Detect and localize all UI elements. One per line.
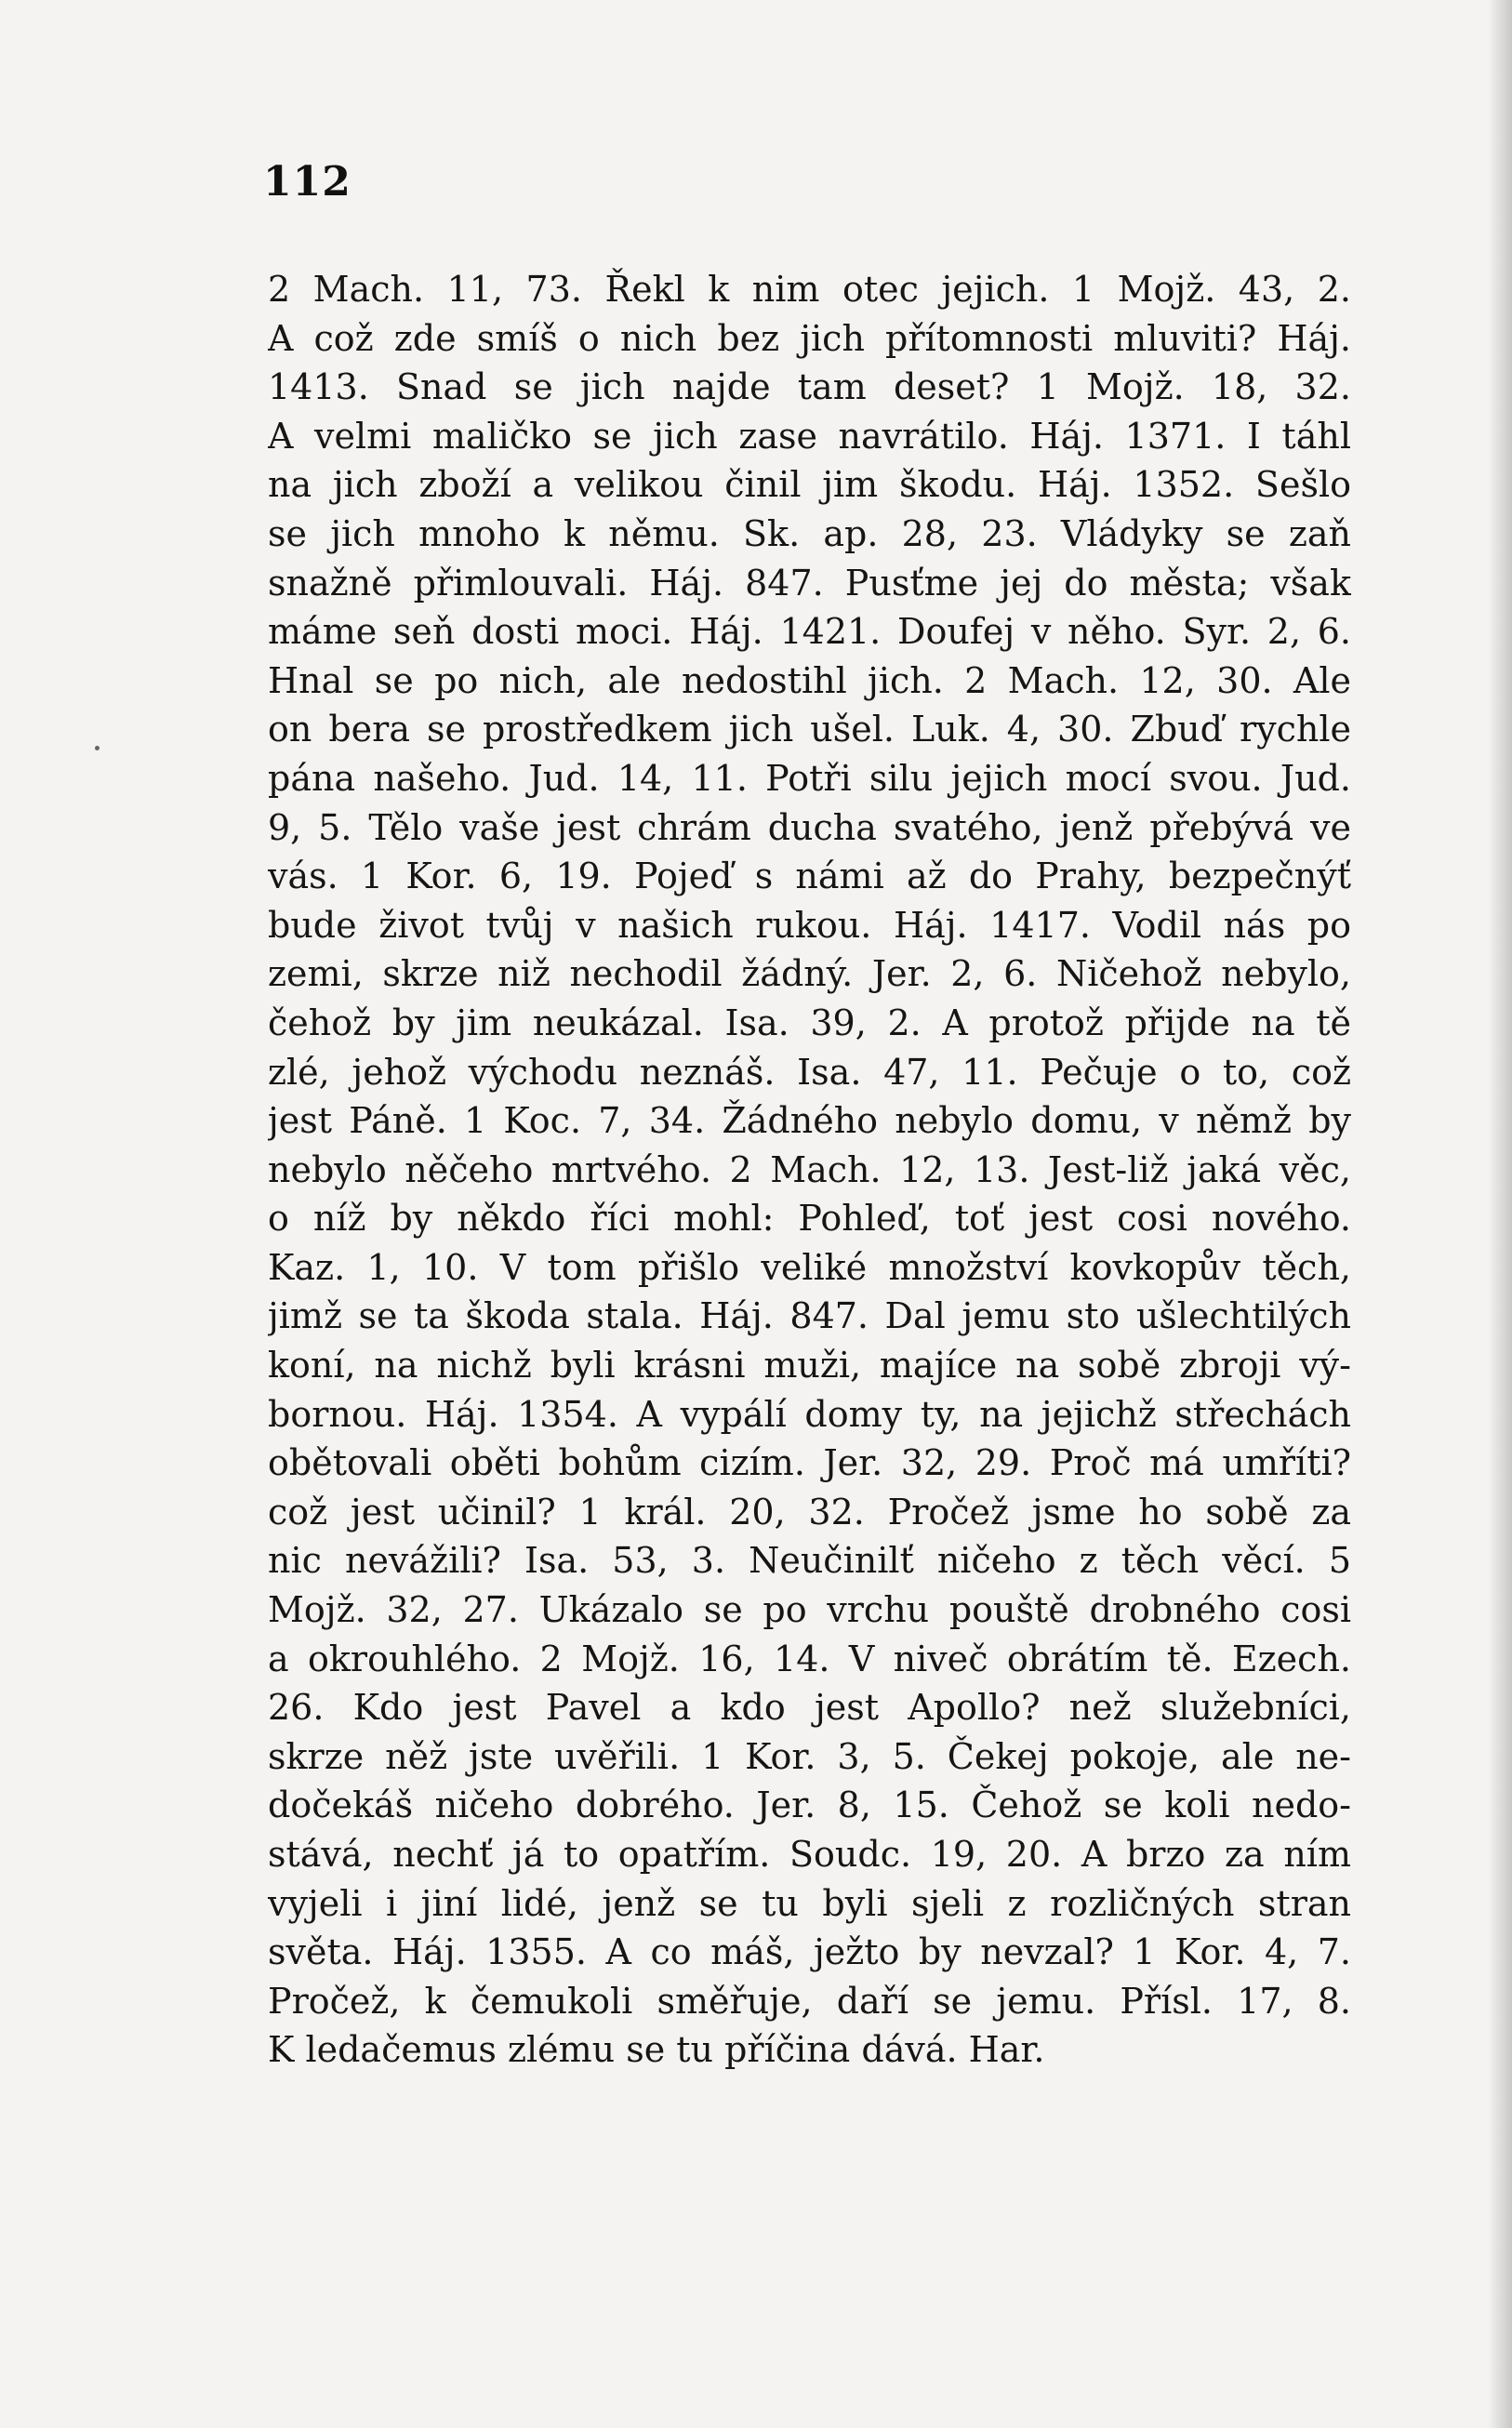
page-edge-shadow xyxy=(1488,0,1512,2428)
text-line: stává, nechť já to opatřím. Soudc. 19, 20. A brzo za ním xyxy=(268,1834,1351,1875)
text-line: a okrouhlého. 2 Mojž. 16, 14. V niveč obrátím tě. Ezech. xyxy=(268,1638,1351,1679)
text-line: bornou. Háj. 1354. A vypálí domy ty, na jejichž střechách xyxy=(268,1393,1351,1435)
body-text xyxy=(268,265,1351,2075)
text-line: zlé, jehož východu neznáš. Isa. 47, 11. Pečuje o to, což xyxy=(268,1051,1351,1093)
text-line: což jest učinil? 1 král. 20, 32. Pročež jsme ho sobě za xyxy=(268,1491,1351,1532)
text-line: pána našeho. Jud. 14, 11. Potři silu jejich mocí svou. Jud. xyxy=(268,757,1351,799)
text-line: 9, 5. Tělo vaše jest chrám ducha svatého, jenž přebývá ve xyxy=(268,806,1351,848)
text-line: o níž by někdo říci mohl: Pohleď, toť jest cosi nového. xyxy=(268,1198,1351,1240)
text-line: obětovali oběti bohům cizím. Jer. 32, 29. Proč má umříti? xyxy=(268,1442,1351,1484)
text-line: 1413. Snad se jich najde tam deset? 1 Mojž. 18, 32. xyxy=(268,366,1351,408)
text-line: Kaz. 1, 10. V tom přišlo veliké množství kovkopův těch, xyxy=(268,1246,1351,1288)
text-line: K ledačemus zlému se tu příčina dává. Har. xyxy=(268,2029,1045,2071)
page-number: 112 xyxy=(263,158,351,206)
text-line: Pročež, k čemukoli směřuje, daří se jemu. Přísl. 17, 8. xyxy=(268,1980,1351,2022)
text-line: vyjeli i jiní lidé, jenž se tu byli sjeli z rozličných stran xyxy=(268,1882,1351,1924)
text-line: čehož by jim neukázal. Isa. 39, 2. A protož přijde na tě xyxy=(268,1002,1351,1043)
text-line: koní, na nichž byli krásni muži, majíce na sobě zbroji vý- xyxy=(268,1345,1351,1386)
text-line: nic nevážili? Isa. 53, 3. Neučinilť ničeho z těch věcí. 5 xyxy=(268,1540,1351,1582)
text-line: se jich mnoho k němu. Sk. ap. 28, 23. Vládyky se zaň xyxy=(268,512,1351,554)
text-line: A velmi maličko se jich zase navrátilo. Háj. 1371. I táhl xyxy=(268,415,1351,457)
text-line: jest Páně. 1 Koc. 7, 34. Žádného nebylo domu, v němž by xyxy=(268,1100,1351,1142)
text-line: on bera se prostředkem jich ušel. Luk. 4, 30. Zbuď rychle xyxy=(268,709,1351,750)
print-speck xyxy=(95,746,99,750)
text-line: 2 Mach. 11, 73. Řekl k nim otec jejich. 1 Mojž. 43, 2. xyxy=(268,269,1351,310)
text-line: zemi, skrze niž nechodil žádný. Jer. 2, 6. Ničehož nebylo, xyxy=(268,953,1351,995)
text-line: Hnal se po nich, ale nedostihl jich. 2 Mach. 12, 30. Ale xyxy=(268,659,1351,701)
text-line: A což zde smíš o nich bez jich přítomnosti mluviti? Háj. xyxy=(268,317,1351,359)
text-line: nebylo něčeho mrtvého. 2 Mach. 12, 13. Jest-liž jaká věc, xyxy=(268,1148,1351,1190)
text-line: snažně přimlouvali. Háj. 847. Pusťme jej do města; však xyxy=(268,562,1351,604)
text-line: vás. 1 Kor. 6, 19. Pojeď s námi až do Prahy, bezpečnýť xyxy=(268,856,1351,897)
text-line: máme seň dosti moci. Háj. 1421. Doufej v něho. Syr. 2, 6. xyxy=(268,611,1351,653)
text-line: 26. Kdo jest Pavel a kdo jest Apollo? než služebníci, xyxy=(268,1687,1351,1729)
text-line: světa. Háj. 1355. A co máš, ježto by nevzal? 1 Kor. 4, 7. xyxy=(268,1931,1351,1973)
text-line: na jich zboží a velikou činil jim škodu. Háj. 1352. Sešlo xyxy=(268,464,1351,506)
text-line: dočekáš ničeho dobrého. Jer. 8, 15. Čehož se koli nedo- xyxy=(268,1785,1351,1826)
text-line: jimž se ta škoda stala. Háj. 847. Dal jemu sto ušlechtilých xyxy=(268,1295,1351,1337)
text-line: bude život tvůj v našich rukou. Háj. 1417. Vodil nás po xyxy=(268,904,1351,946)
text-line: skrze něž jste uvěřili. 1 Kor. 3, 5. Čekej pokoje, ale ne- xyxy=(268,1735,1351,1777)
text-line: Mojž. 32, 27. Ukázalo se po vrchu pouště drobného cosi xyxy=(268,1589,1351,1631)
